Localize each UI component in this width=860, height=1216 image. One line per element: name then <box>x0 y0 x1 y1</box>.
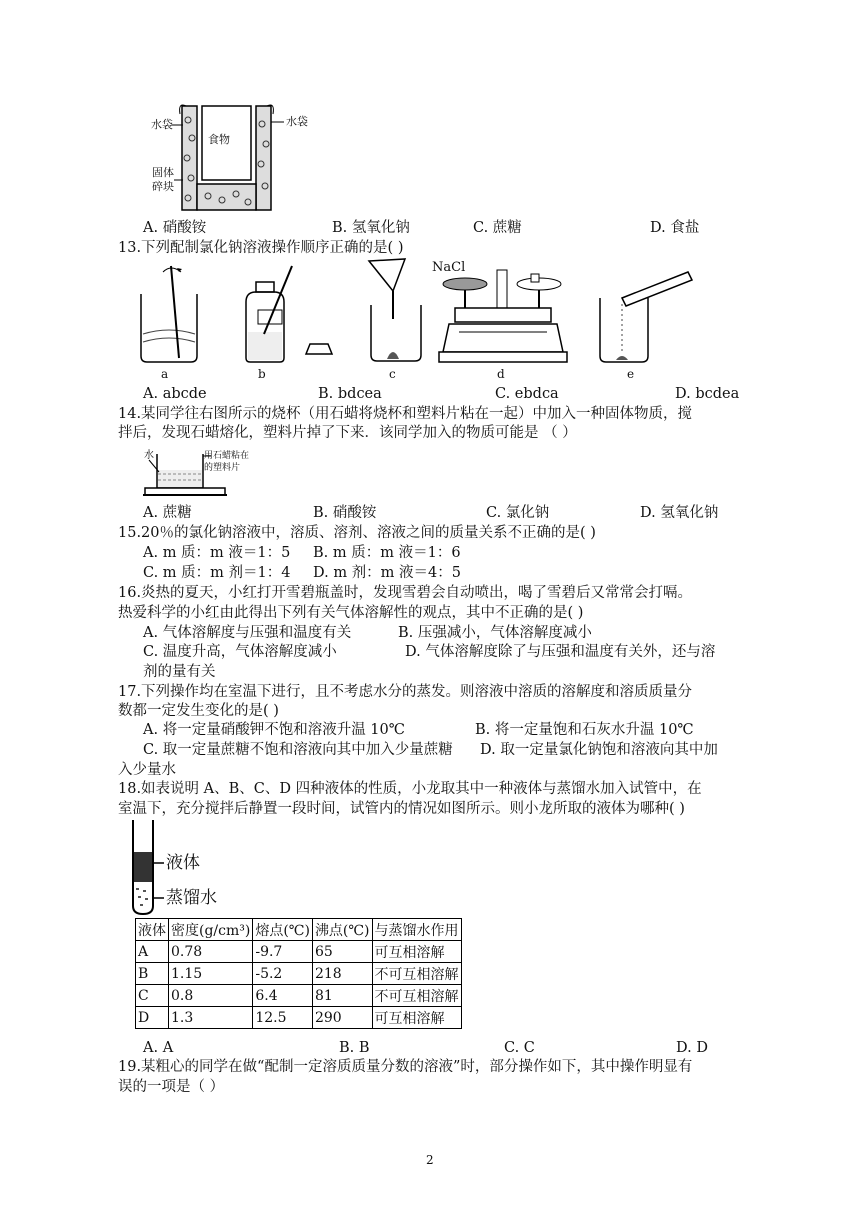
table-cell: 不可互相溶解 <box>372 963 461 985</box>
q17-option-d: D. 取一定量氯化钠饱和溶液向其中加 <box>480 742 718 758</box>
test-tube-figure <box>128 818 168 918</box>
q14-option-d: D. 氢氧化钠 <box>640 505 719 521</box>
table-header: 液体 <box>136 919 169 941</box>
table-cell: 81 <box>312 985 372 1007</box>
q16-option-b: B. 压强减小，气体溶解度减小 <box>398 625 592 641</box>
q16-option-c: C. 温度升高，气体溶解度减小 <box>143 644 337 660</box>
q14-option-a: A. 蔗糖 <box>143 505 192 521</box>
label-liquid: 液体 <box>166 853 200 873</box>
q12-option-d: D. 食盐 <box>650 220 700 236</box>
q15-option-d: D. m 剂：m 液＝4：5 <box>313 565 461 581</box>
q19-stem-line2: 误的一项是（ ） <box>118 1079 225 1095</box>
q13-fig-label-a: a <box>161 367 169 381</box>
q18-option-c: C. C <box>504 1040 535 1056</box>
q13-option-b: B. bdcea <box>318 386 382 402</box>
q18-stem-line2: 室温下，充分搅拌后静置一段时间，试管内的情况如图所示。则小龙所取的液体为哪种( ) <box>118 801 685 817</box>
q18-option-a: A. A <box>143 1040 174 1056</box>
label-water: 水 <box>144 450 154 461</box>
beaker-stirring-figure <box>135 262 205 367</box>
table-row <box>136 963 462 985</box>
reagent-jar-figure <box>238 262 343 367</box>
q15-stem: 15.20％的氯化钠溶液中，溶质、溶剂、溶液之间的质量关系不正确的是( ) <box>118 525 596 541</box>
table-cell: 0.8 <box>169 985 253 1007</box>
q15-option-c: C. m 质：m 剂＝1：4 <box>143 565 291 581</box>
table-cell: 6.4 <box>253 985 313 1007</box>
table-header-row <box>136 919 462 941</box>
table-header: 与蒸馏水作用 <box>372 919 461 941</box>
q13-fig-label-d: d <box>497 367 505 381</box>
q19-stem-line1: 19.某粗心的同学在做“配制一定溶质质量分数的溶液”时，部分操作如下，其中操作明显有 <box>118 1059 693 1075</box>
q18-option-d: D. D <box>676 1040 708 1056</box>
q17-option-c: C. 取一定量蔗糖不饱和溶液向其中加入少量蔗糖 <box>143 742 453 758</box>
label-distilled-water: 蒸馏水 <box>166 888 217 908</box>
q17-option-d-cont: 入少量水 <box>118 762 176 778</box>
q15-option-b: B. m 质：m 液＝1：6 <box>313 545 461 561</box>
q16-option-d-cont: 剂的量有关 <box>143 664 216 680</box>
table-cell: 1.15 <box>169 963 253 985</box>
table-cell: 65 <box>312 941 372 963</box>
label-solid-1: 固体 <box>152 166 174 179</box>
table-cell: 12.5 <box>253 1007 313 1029</box>
table-cell: -9.7 <box>253 941 313 963</box>
label-plate-2: 的塑料片 <box>204 463 241 473</box>
label-solid-2: 碎块 <box>152 180 174 193</box>
q17-stem-line2: 数都一定发生变化的是( ) <box>118 703 279 719</box>
label-plate-1: 用石蜡粘在 <box>204 451 250 461</box>
funnel-beaker-figure <box>365 255 430 365</box>
table-cell: 不可互相溶解 <box>372 985 461 1007</box>
table-header: 沸点(℃) <box>312 919 372 941</box>
table-header: 熔点(℃) <box>253 919 313 941</box>
q14-stem-line1: 14.某同学往右图所示的烧杯（用石蜡将烧杯和塑料片粘在一起）中加入一种固体物质，搅 <box>118 406 693 422</box>
q13-stem: 13.下列配制氯化钠溶液操作顺序正确的是( ) <box>118 240 404 256</box>
q16-stem-line1: 16.炎热的夏天，小红打开雪碧瓶盖时，发现雪碧会自动喷出，喝了雪碧后又常常会打嗝。 <box>118 585 693 601</box>
q14-option-c: C. 氯化钠 <box>486 505 550 521</box>
table-row <box>136 1007 462 1029</box>
table-cell: 1.3 <box>169 1007 253 1029</box>
q13-fig-label-b: b <box>258 367 266 381</box>
liquid-properties-table <box>135 918 462 1029</box>
q14-option-b: B. 硝酸铵 <box>313 505 377 521</box>
q12-option-c: C. 蔗糖 <box>473 220 522 236</box>
label-left-water-bag: 水袋 <box>151 118 173 131</box>
label-right-water-bag: 水袋 <box>286 115 308 128</box>
label-food: 食物 <box>208 133 230 146</box>
q15-option-a: A. m 质：m 液＝1：5 <box>143 545 291 561</box>
q18-option-b: B. B <box>339 1040 370 1056</box>
table-cell: 290 <box>312 1007 372 1029</box>
q18-stem-line1: 18.如表说明 A、B、C、D 四种液体的性质，小龙取其中一种液体与蒸馏水加入试管中，在 <box>118 781 702 797</box>
pouring-cylinder-figure <box>592 268 702 368</box>
page-number: 2 <box>426 1153 434 1167</box>
table-cell: C <box>136 985 169 1007</box>
q16-option-d: D. 气体溶解度除了与压强和温度有关外，还与溶 <box>405 644 716 660</box>
table-cell: B <box>136 963 169 985</box>
table-cell: A <box>136 941 169 963</box>
table-cell: 0.78 <box>169 941 253 963</box>
table-cell: 可互相溶解 <box>372 941 461 963</box>
q13-option-d: D. bcdea <box>675 386 740 402</box>
table-cell: -5.2 <box>253 963 313 985</box>
q16-option-a: A. 气体溶解度与压强和温度有关 <box>143 625 352 641</box>
table-cell: 218 <box>312 963 372 985</box>
q16-stem-line2: 热爱科学的小红由此得出下列有关气体溶解性的观点，其中不正确的是( ) <box>118 605 584 621</box>
q13-fig-label-c: c <box>389 367 396 381</box>
table-row <box>136 985 462 1007</box>
q14-stem-line2: 拌后，发现石蜡熔化，塑料片掉了下来．该同学加入的物质可能是 （ ） <box>118 425 577 441</box>
nacl-label: NaCl <box>432 260 466 275</box>
q13-option-c: C. ebdca <box>495 386 559 402</box>
q17-stem-line1: 17.下列操作均在室温下进行，且不考虑水分的蒸发。则溶液中溶质的溶解度和溶质质量分 <box>118 684 693 700</box>
q13-option-a: A. abcde <box>143 386 207 402</box>
q13-fig-label-e: e <box>627 367 635 381</box>
table-header: 密度(g/cm³) <box>169 919 253 941</box>
table-row <box>136 941 462 963</box>
q17-option-a: A. 将一定量硝酸钾不饱和溶液升温 10℃ <box>143 722 405 738</box>
q12-option-a: A. 硝酸铵 <box>143 220 207 236</box>
table-cell: D <box>136 1007 169 1029</box>
table-cell: 可互相溶解 <box>372 1007 461 1029</box>
q12-option-b: B. 氢氧化钠 <box>332 220 410 236</box>
q17-option-b: B. 将一定量饱和石灰水升温 10℃ <box>475 722 694 738</box>
